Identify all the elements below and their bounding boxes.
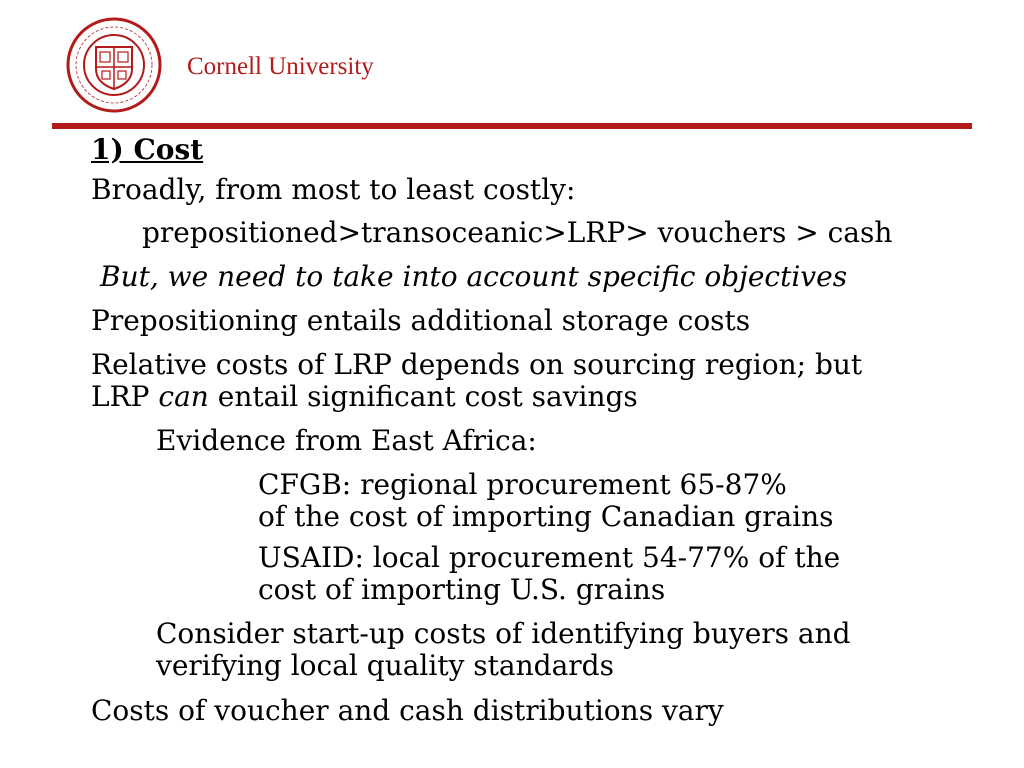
- text-segment-italic: can: [158, 380, 209, 413]
- bullet-line: Costs of voucher and cash distributions vary: [91, 694, 724, 727]
- sub-sub-bullet-line: of the cost of importing Canadian grains: [258, 500, 834, 533]
- sub-sub-bullet-line: cost of importing U.S. grains: [258, 573, 666, 606]
- bullet-line: Prepositioning entails additional storage costs: [91, 304, 751, 337]
- bullet-line: prepositioned>transoceanic>LRP> vouchers > cash: [142, 216, 893, 249]
- sub-sub-bullet-line: USAID: local procurement 54-77% of the: [258, 541, 841, 574]
- sub-bullet-line: Consider start-up costs of identifying buyers and: [156, 617, 851, 650]
- bullet-line: Broadly, from most to least costly:: [91, 173, 576, 206]
- sub-sub-bullet-line: CFGB: regional procurement 65-87%: [258, 468, 787, 501]
- sub-bullet-line: Evidence from East Africa:: [156, 424, 537, 457]
- institution-name: Cornell University: [187, 53, 374, 80]
- bullet-line: Relative costs of LRP depends on sourcing region; but: [91, 348, 863, 381]
- slide-heading: 1) Cost: [91, 133, 204, 166]
- bullet-line: But, we need to take into account specific objectives: [100, 260, 848, 293]
- text-segment: LRP: [91, 380, 159, 413]
- sub-bullet-line: verifying local quality standards: [156, 649, 614, 682]
- bullet-line-mixed: [91, 381, 638, 413]
- text-segment: entail significant cost savings: [208, 380, 638, 413]
